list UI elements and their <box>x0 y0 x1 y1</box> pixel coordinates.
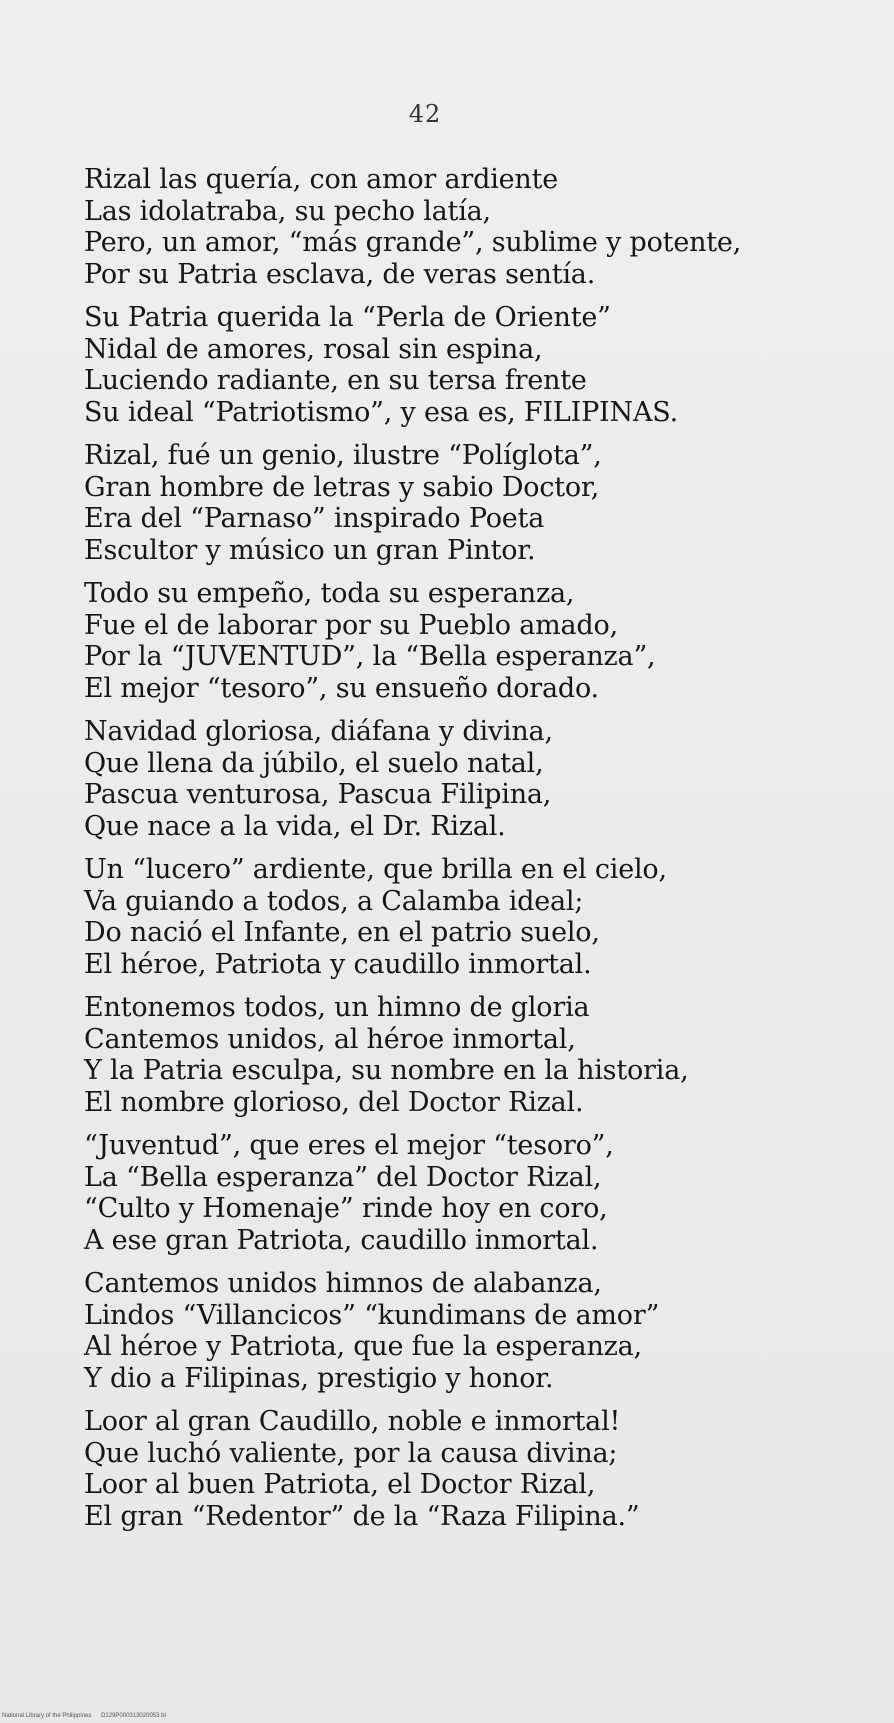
verse-line: Por la “JUVENTUD”, la “Bella esperanza”, <box>84 641 656 672</box>
scan-footer <box>2 1713 174 1719</box>
verse-line: Y dio a Filipinas, prestigio y honor. <box>84 1362 554 1394</box>
verse-line: El gran “Redentor” de la “Raza Filipina.” <box>84 1500 640 1532</box>
verse-line: Loor al buen Patriota, el Doctor Rizal, <box>84 1469 596 1500</box>
verse-line: Todo su empeño, toda su esperanza, <box>84 578 575 609</box>
stanza <box>84 1130 884 1256</box>
verse-line: El mejor “tesoro”, su ensueño dorado. <box>84 672 599 704</box>
verse-line: Entonemos todos, un himno de gloria <box>84 992 590 1023</box>
verse-line: Do nació el Infante, en el patrio suelo, <box>84 917 600 948</box>
verse-line: Que luchó valiente, por la causa divina; <box>84 1437 618 1469</box>
scan-identifier: D129P000313020053 bl <box>101 1713 166 1719</box>
stanza <box>84 716 884 842</box>
stanza <box>84 1406 884 1532</box>
stanza <box>84 992 884 1118</box>
verse-line: El nombre glorioso, del Doctor Rizal. <box>84 1086 584 1118</box>
verse-line: El héroe, Patriota y caudillo inmortal. <box>84 948 592 980</box>
verse-line: Cantemos unidos himnos de alabanza, <box>84 1268 602 1299</box>
verse-line: “Culto y Homenaje” rinde hoy en coro, <box>84 1193 608 1224</box>
verse-line: Fue el de laborar por su Pueblo amado, <box>84 609 618 641</box>
verse-line: A ese gran Patriota, caudillo inmortal. <box>84 1224 599 1256</box>
stanza <box>84 1268 884 1394</box>
stanza <box>84 440 884 566</box>
verse-line: Por su Patria esclava, de veras sentía. <box>84 258 596 290</box>
verse-line: Las idolatraba, su pecho latía, <box>84 195 491 227</box>
verse-line: Gran hombre de letras y sabio Doctor, <box>84 471 600 503</box>
verse-line: Rizal, fué un genio, ilustre “Políglota”, <box>84 440 602 471</box>
verse-line: Un “lucero” ardiente, que brilla en el cielo, <box>84 854 667 885</box>
verse-line: Lindos “Villancicos” “kundimans de amor” <box>84 1299 660 1331</box>
verse-line: Loor al gran Caudillo, noble e inmortal! <box>84 1406 621 1437</box>
verse-line: Escultor y músico un gran Pintor. <box>84 534 536 566</box>
stanza <box>84 578 884 704</box>
verse-line: Cantemos unidos, al héroe inmortal, <box>84 1023 576 1055</box>
verse-line: Y la Patria esculpa, su nombre en la historia, <box>84 1055 689 1086</box>
stanza <box>84 302 884 428</box>
poem <box>84 164 884 1544</box>
verse-line: Pero, un amor, “más grande”, sublime y potente, <box>84 227 742 258</box>
verse-line: Va guiando a todos, a Calamba ideal; <box>84 885 584 917</box>
verse-line: Luciendo radiante, en su tersa frente <box>84 365 587 396</box>
verse-line: Pascua venturosa, Pascua Filipina, <box>84 779 552 810</box>
verse-line: Navidad gloriosa, diáfana y divina, <box>84 716 553 747</box>
stanza <box>84 164 884 290</box>
page-number: 42 <box>408 100 442 128</box>
verse-line: Era del “Parnaso” inspirado Poeta <box>84 503 545 534</box>
verse-line: Nidal de amores, rosal sin espina, <box>84 333 543 365</box>
verse-line: La “Bella esperanza” del Doctor Rizal, <box>84 1161 602 1193</box>
verse-line: Rizal las quería, con amor ardiente <box>84 164 559 195</box>
verse-line: Que llena da júbilo, el suelo natal, <box>84 747 544 779</box>
library-credit: National Library of the Philippines <box>2 1713 92 1719</box>
verse-line: Al héroe y Patriota, que fue la esperanza, <box>84 1331 642 1362</box>
stanza <box>84 854 884 980</box>
verse-line: Que nace a la vida, el Dr. Rizal. <box>84 810 506 842</box>
verse-line: “Juventud”, que eres el mejor “tesoro”, <box>84 1130 614 1161</box>
verse-line: Su ideal “Patriotismo”, y esa es, FILIPINAS. <box>84 396 678 428</box>
verse-line: Su Patria querida la “Perla de Oriente” <box>84 302 611 333</box>
